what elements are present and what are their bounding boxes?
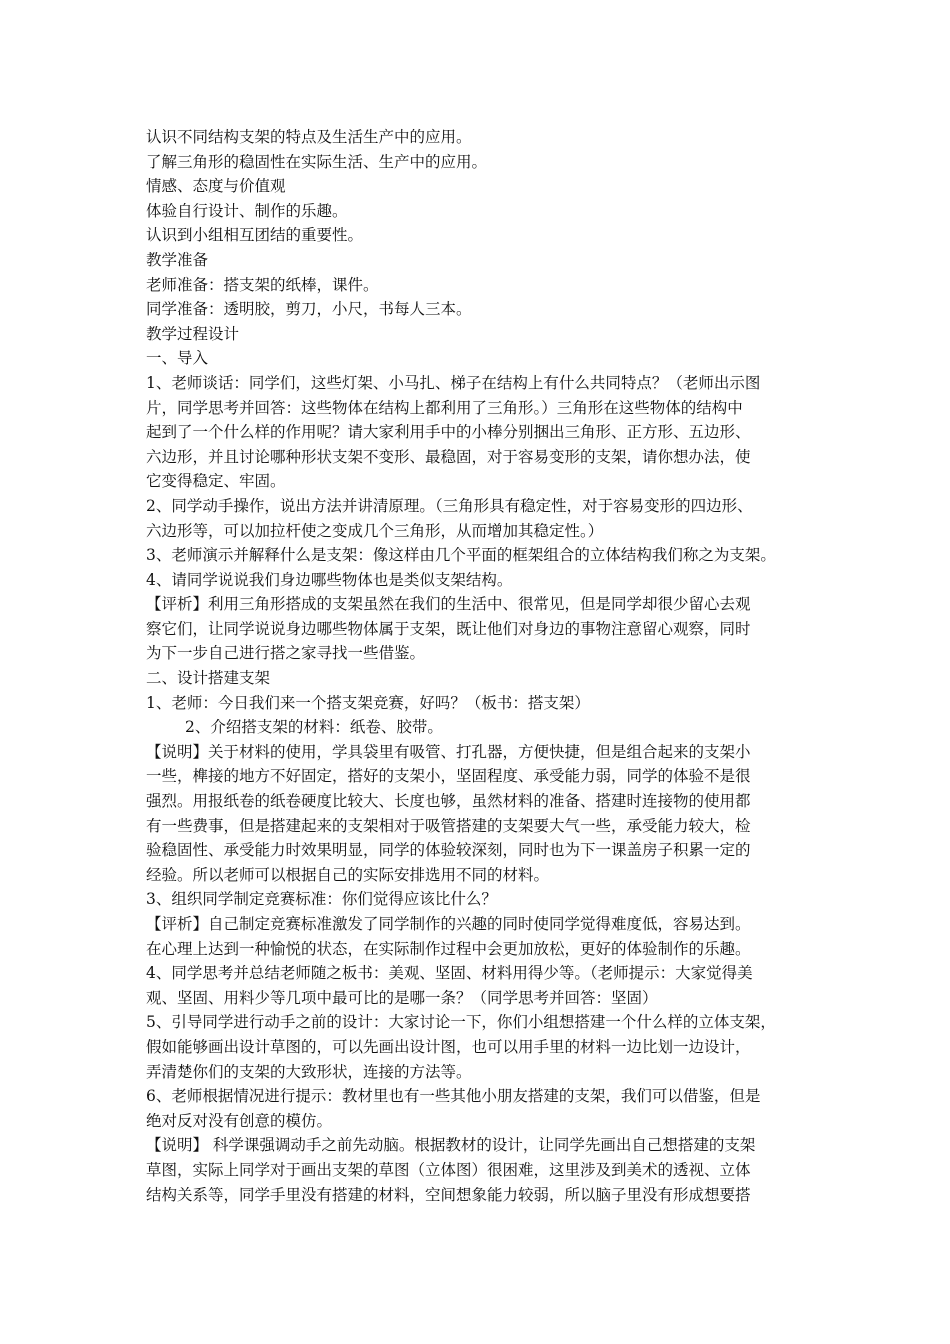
text-line: 为下一步自己进行搭之家寻找一些借鉴。 <box>146 644 426 663</box>
section-heading: 教学准备 <box>146 250 209 269</box>
text-line: 【评析】自己制定竞赛标准激发了同学制作的兴趣的同时使同学觉得难度低，容易达到。 <box>146 915 751 933</box>
text-line: 1、老师谈话：同学们，这些灯架、小马扎、梯子在结构上有什么共同特点？（老师出示图 <box>146 373 761 392</box>
text-line: 认识到小组相互团结的重要性。 <box>146 226 364 245</box>
text-line: 6、老师根据情况进行提示：教材里也有一些其他小朋友搭建的支架，我们可以借鉴，但是 <box>146 1087 761 1106</box>
section-heading: 情感、态度与价值观 <box>146 177 286 196</box>
text-line: 草图，实际上同学对于画出支架的草图（立体图）很困难，这里涉及到美术的透视、立体 <box>146 1160 751 1179</box>
document-body <box>146 125 814 1207</box>
section-heading: 一、导入 <box>146 349 209 368</box>
text-line: 认识不同结构支架的特点及生活生产中的应用。 <box>146 128 472 146</box>
section-heading: 教学过程设计 <box>146 324 240 343</box>
text-line: 2、同学动手操作，说出方法并讲清原理。（三角形具有稳定性，对于容易变形的四边形、 <box>146 496 753 515</box>
text-line: 体验自行设计、制作的乐趣。 <box>146 201 348 220</box>
text-line: 强烈。用报纸卷的纸卷硬度比较大、长度也够，虽然材料的准备、搭建时连接物的使用都 <box>146 792 751 811</box>
text-line: 有一些费事，但是搭建起来的支架相对于吸管搭建的支架要大气一些，承受能力较大，检 <box>146 816 751 835</box>
text-line: 【说明】 科学课强调动手之前先动脑。根据教材的设计，让同学先画出自己想搭建的支架 <box>146 1136 756 1155</box>
text-line: 经验。所以老师可以根据自己的实际安排选用不同的材料。 <box>146 865 550 884</box>
text-line: 验稳固性、承受能力时效果明显，同学的体验较深刻，同时也为下一课盖房子积累一定的 <box>146 841 751 860</box>
text-line: 六边形，并且讨论哪种形状支架不变形、最稳固，对于容易变形的支架，请你想办法，使 <box>146 447 751 466</box>
text-line: 2、介绍搭支架的材料：纸卷、胶带。 <box>185 718 443 737</box>
text-line: 【评析】利用三角形搭成的支架虽然在我们的生活中、很常见，但是同学却很少留心去观 <box>146 595 751 614</box>
text-line: 六边形等，可以加拉杆使之变成几个三角形，从而增加其稳定性。） <box>146 521 604 540</box>
text-line: 4、请同学说说我们身边哪些物体也是类似支架结构。 <box>146 570 513 589</box>
text-line: 起到了一个什么样的作用呢？请大家利用手中的小棒分别捆出三角形、正方形、五边形、 <box>146 423 751 442</box>
text-line: 绝对反对没有创意的模仿。 <box>146 1111 333 1130</box>
text-line: 【说明】关于材料的使用，学具袋里有吸管、打孔器，方便快捷，但是组合起来的支架小 <box>146 742 751 761</box>
text-line: 3、老师演示并解释什么是支架：像这样由几个平面的框架组合的立体结构我们称之为支架。 <box>146 546 776 565</box>
text-line: 3、组织同学制定竞赛标准：你们觉得应该比什么？ <box>146 890 497 909</box>
text-line: 老师准备：搭支架的纸棒，课件。 <box>146 275 379 294</box>
text-line: 观、坚固、用料少等几项中最可比的是哪一条？（同学思考并回答：坚固） <box>146 988 658 1007</box>
section-heading: 二、设计搭建支架 <box>146 669 271 688</box>
text-line: 它变得稳定、牢固。 <box>146 472 286 491</box>
text-line: 结构关系等，同学手里没有搭建的材料，空间想象能力较弱，所以脑子里没有形成想要搭 <box>146 1185 751 1204</box>
text-line: 5、引导同学进行动手之前的设计：大家讨论一下，你们小组想搭建一个什么样的立体支架， <box>146 1013 776 1032</box>
text-line: 假如能够画出设计草图的，可以先画出设计图，也可以用手里的材料一边比划一边设计， <box>146 1037 751 1056</box>
text-line: 了解三角形的稳固性在实际生活、生产中的应用。 <box>146 152 488 171</box>
text-line: 同学准备：透明胶，剪刀，小尺，书每人三本。 <box>146 300 472 319</box>
text-line: 一些，榫接的地方不好固定，搭好的支架小，坚固程度、承受能力弱，同学的体验不是很 <box>146 767 751 786</box>
text-line: 在心理上达到一种愉悦的状态，在实际制作过程中会更加放松，更好的体验制作的乐趣。 <box>146 939 751 958</box>
text-line: 察它们，让同学说说身边哪些物体属于支架，既让他们对身边的事物注意留心观察，同时 <box>146 619 751 638</box>
text-line: 片，同学思考并回答：这些物体在结构上都利用了三角形。）三角形在这些物体的结构中 <box>146 398 743 417</box>
text-line: 1、老师：今日我们来一个搭支架竞赛，好吗？（板书：搭支架） <box>146 693 590 712</box>
text-line: 弄清楚你们的支架的大致形状，连接的方法等。 <box>146 1062 472 1081</box>
text-line: 4、同学思考并总结老师随之板书：美观、坚固、材料用得少等。（老师提示：大家觉得美 <box>146 964 753 983</box>
